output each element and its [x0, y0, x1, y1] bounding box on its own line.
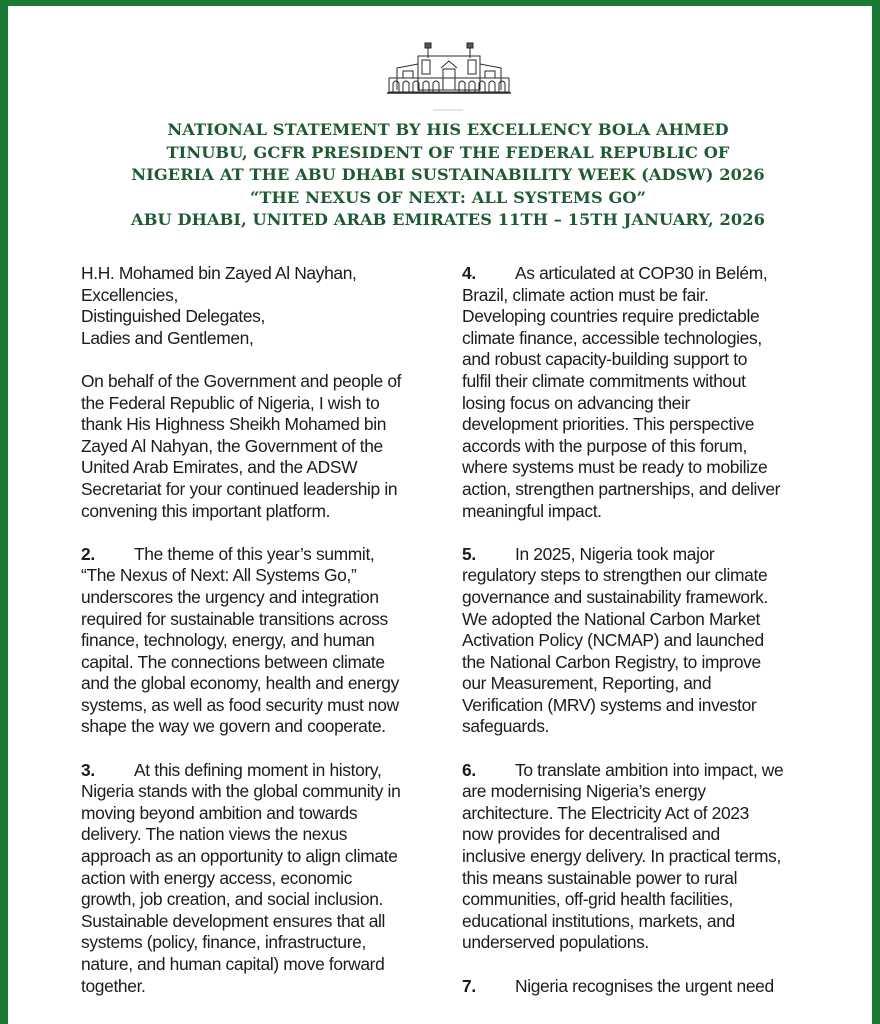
paragraph-line: As articulated at COP30 in Belém, — [515, 263, 768, 283]
paragraph-line: fulfil their climate commitments without — [462, 370, 746, 391]
paragraph-3 — [81, 760, 441, 998]
paragraph-line: governance and sustainability framework. — [462, 586, 768, 607]
paragraph-line: the National Carbon Registry, to improve — [462, 651, 761, 672]
paragraph-line: thank His Highness Sheikh Mohamed bin — [81, 414, 387, 435]
salutation-line: Distinguished Delegates, — [81, 306, 265, 327]
paragraph-number: 7. — [462, 975, 476, 996]
paragraph-number: 6. — [462, 759, 476, 780]
title-line: ABU DHABI, UNITED ARAB EMIRATES 11TH – 15TH JANUARY, 2026 — [131, 210, 765, 229]
paragraph-line: Activation Policy (NCMAP) and launched — [462, 630, 764, 651]
paragraph-line: educational institutions, markets, and — [462, 910, 735, 931]
paragraph-line: regulatory steps to strengthen our climate — [462, 565, 768, 586]
paragraph-line: Sustainable development ensures that all — [81, 910, 386, 931]
paragraph-line: convening this important platform. — [81, 500, 331, 521]
title-line: “THE NEXUS OF NEXT: ALL SYSTEMS GO” — [249, 187, 647, 207]
paragraph-line: losing focus on advancing their — [462, 392, 690, 413]
paragraph-line: and robust capacity-building support to — [462, 349, 748, 370]
paragraph-line: this means sustainable power to rural — [462, 867, 738, 888]
paragraph-number: 5. — [462, 543, 476, 564]
paragraph-line: underserved populations. — [462, 932, 649, 953]
state-house-building-icon — [383, 38, 515, 98]
paragraph-line: inclusive energy delivery. In practical terms, — [462, 846, 781, 867]
paragraph-line: On behalf of the Government and people of — [81, 370, 402, 391]
paragraph-line: underscores the urgency and integration — [81, 586, 379, 607]
left-column — [81, 263, 441, 1019]
paragraph-1 — [81, 371, 441, 522]
paragraph-line: Developing countries require predictable — [462, 306, 760, 327]
paragraph-4 — [462, 263, 822, 522]
paragraph-line: United Arab Emirates, and the ADSW — [81, 457, 358, 478]
paragraph-line: Brazil, climate action must be fair. — [462, 284, 709, 305]
paragraph-line: The theme of this year’s summit, — [134, 543, 375, 564]
paragraph-line: finance, technology, energy, and human — [81, 630, 375, 651]
logo-caption — [433, 109, 463, 111]
paragraph-line: are modernising Nigeria’s energy — [462, 781, 706, 802]
paragraph-7 — [462, 976, 822, 998]
paragraph-line: systems (policy, finance, infrastructure, — [81, 932, 366, 953]
paragraph-line: the Federal Republic of Nigeria, I wish to — [81, 392, 380, 413]
paragraph-line: safeguards. — [462, 716, 550, 737]
title-line: NATIONAL STATEMENT BY HIS EXCELLENCY BOLA AHMED — [167, 120, 729, 139]
paragraph-line: Secretariat for your continued leadership in — [81, 478, 398, 499]
salutation-line: Excellencies, — [81, 284, 178, 305]
paragraph-line: Nigeria recognises the urgent need — [515, 975, 774, 996]
paragraph-line: In 2025, Nigeria took major — [515, 543, 715, 564]
paragraph-line: communities, off-grid health facilities, — [462, 889, 733, 910]
title-line: NIGERIA AT THE ABU DHABI SUSTAINABILITY WEEK (ADSW) 2026 — [131, 165, 765, 184]
paragraph-line: action, strengthen partnerships, and deliver — [462, 478, 781, 499]
paragraph-line: and the global economy, health and energy — [81, 673, 399, 694]
paragraph-line: where systems must be ready to mobilize — [462, 457, 768, 478]
paragraph-5 — [462, 544, 822, 738]
paragraph-line: required for sustainable transitions across — [81, 608, 388, 629]
paragraph-line: accords with the purpose of this forum, — [462, 435, 748, 456]
paragraph-line: development priorities. This perspective — [462, 414, 755, 435]
paragraph-line: Zayed Al Nahyan, the Government of the — [81, 435, 383, 456]
right-column — [462, 263, 822, 1019]
paragraph-line: Verification (MRV) systems and investor — [462, 694, 757, 715]
paragraph-line: approach as an opportunity to align climate — [81, 846, 398, 867]
salutation — [81, 263, 441, 349]
paragraph-6 — [462, 760, 822, 954]
paragraph-line: climate finance, accessible technologies, — [462, 327, 762, 348]
paragraph-line: Nigeria stands with the global community in — [81, 781, 401, 802]
paragraph-line: moving beyond ambition and towards — [81, 802, 358, 823]
paragraph-line: architecture. The Electricity Act of 2023 — [462, 802, 749, 823]
paragraph-line: capital. The connections between climate — [81, 651, 385, 672]
paragraph-line: We adopted the National Carbon Market — [462, 608, 761, 629]
paragraph-2 — [81, 544, 441, 738]
paragraph-number: 3. — [81, 759, 95, 780]
paragraph-line: At this defining moment in history, — [134, 759, 382, 780]
paragraph-line: To translate ambition into impact, we — [515, 759, 784, 780]
salutation-line: H.H. Mohamed bin Zayed Al Nayhan, — [81, 263, 357, 283]
paragraph-line: delivery. The nation views the nexus — [81, 824, 348, 845]
title-line: TINUBU, GCFR PRESIDENT OF THE FEDERAL REPUBLIC OF — [166, 142, 730, 162]
paragraph-line: now provides for decentralised and — [462, 824, 720, 845]
paragraph-line: meaningful impact. — [462, 500, 602, 521]
paragraph-number: 2. — [81, 543, 95, 564]
paragraph-line: systems, as well as food security must now — [81, 694, 399, 715]
statement-title — [68, 119, 828, 232]
salutation-line: Ladies and Gentlemen, — [81, 327, 254, 348]
paragraph-line: action with energy access, economic — [81, 867, 352, 888]
paragraph-line: our Measurement, Reporting, and — [462, 673, 712, 694]
paragraph-line: “The Nexus of Next: All Systems Go,” — [81, 565, 357, 586]
paragraph-line: together. — [81, 975, 146, 996]
paragraph-line: shape the way we govern and cooperate. — [81, 716, 386, 737]
paragraph-number: 4. — [462, 263, 476, 283]
paragraph-line: nature, and human capital) move forward — [81, 954, 385, 974]
paragraph-line: growth, job creation, and social inclusion. — [81, 889, 384, 910]
